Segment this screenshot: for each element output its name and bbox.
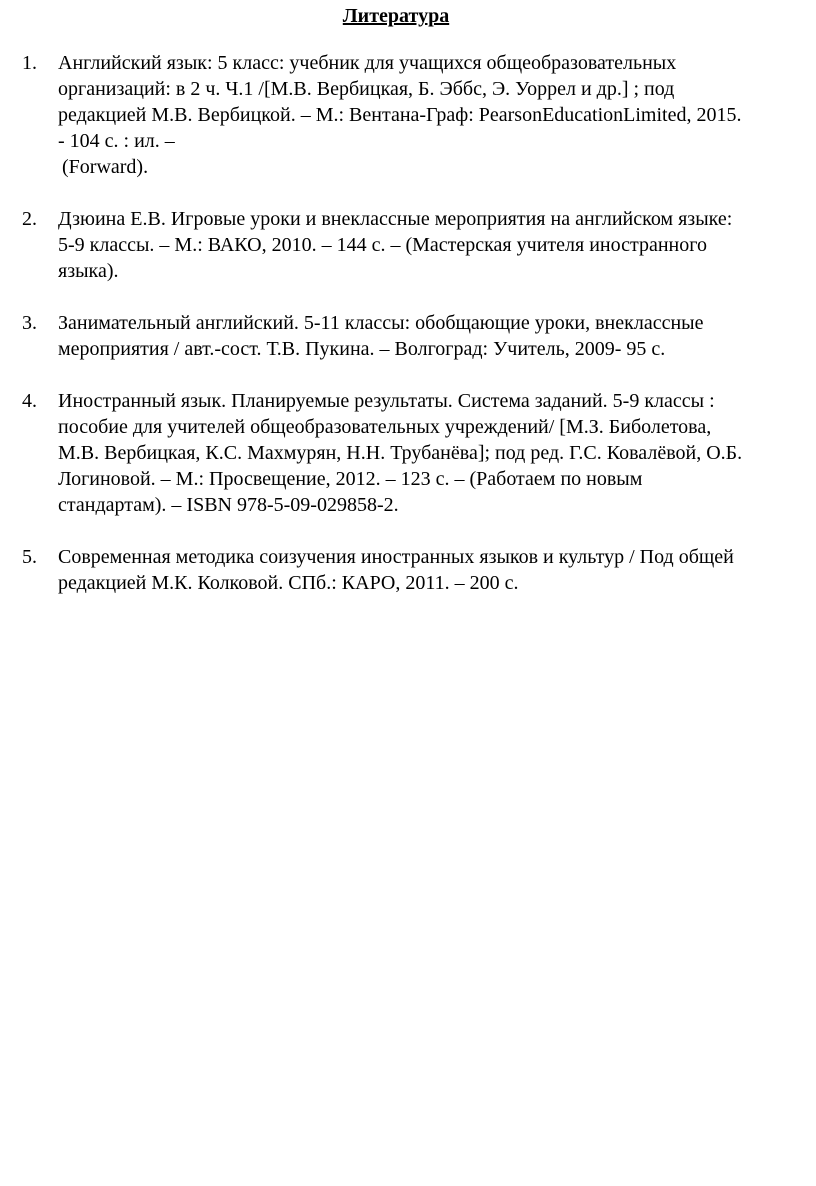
reference-line: редакцией М.В. Вербицкой. – М.: Вентана-Граф: PearsonEducationLimited, 2015. — [58, 104, 742, 126]
reference-line: мероприятия / авт.-сост. Т.В. Пукина. – Волгоград: Учитель, 2009- 95 с. — [58, 338, 666, 360]
reference-number: 3. — [22, 312, 37, 334]
reference-line: Логиновой. – М.: Просвещение, 2012. – 123 с. – (Работаем по новым — [58, 468, 643, 490]
reference-line: Английский язык: 5 класс: учебник для учащихся общеобразовательных — [58, 52, 677, 74]
reference-number: 4. — [22, 390, 37, 412]
reference-line: 5-9 классы. – М.: ВАКО, 2010. – 144 с. – (Мастерская учителя иностранного — [58, 234, 707, 256]
page-title: Литература — [342, 5, 450, 27]
reference-line: организаций: в 2 ч. Ч.1 /[М.В. Вербицкая, Б. Эббс, Э. Уоррел и др.] ; под — [58, 78, 675, 100]
reference-line: (Forward). — [62, 156, 149, 178]
reference-number: 2. — [22, 208, 37, 230]
reference-line: пособие для учителей общеобразовательных учреждений/ [М.З. Биболетова, — [58, 416, 712, 438]
reference-item-2 — [22, 206, 812, 284]
reference-item-1 — [22, 50, 812, 180]
reference-number: 5. — [22, 546, 37, 568]
reference-line: М.В. Вербицкая, К.С. Махмурян, Н.Н. Трубанёва]; под ред. Г.С. Ковалёвой, О.Б. — [58, 442, 743, 464]
reference-line: стандартам). – ISBN 978-5-09-029858-2. — [58, 494, 399, 516]
reference-line: Современная методика соизучения иностранных языков и культур / Под общей — [58, 546, 734, 568]
reference-number: 1. — [22, 52, 37, 74]
reference-line: редакцией М.К. Колковой. СПб.: КАРО, 2011. – 200 с. — [58, 572, 519, 594]
reference-item-5 — [22, 544, 812, 596]
reference-line: языка). — [58, 260, 119, 282]
reference-line: Занимательный английский. 5-11 классы: обобщающие уроки, внеклассные — [58, 312, 704, 334]
reference-list — [22, 50, 812, 622]
reference-line: - 104 с. : ил. – — [58, 130, 175, 152]
reference-line: Иностранный язык. Планируемые результаты. Система заданий. 5-9 классы : — [58, 390, 715, 412]
reference-item-4 — [22, 388, 812, 518]
reference-line: Дзюина Е.В. Игровые уроки и внеклассные мероприятия на английском языке: — [58, 208, 733, 230]
reference-item-3 — [22, 310, 812, 362]
